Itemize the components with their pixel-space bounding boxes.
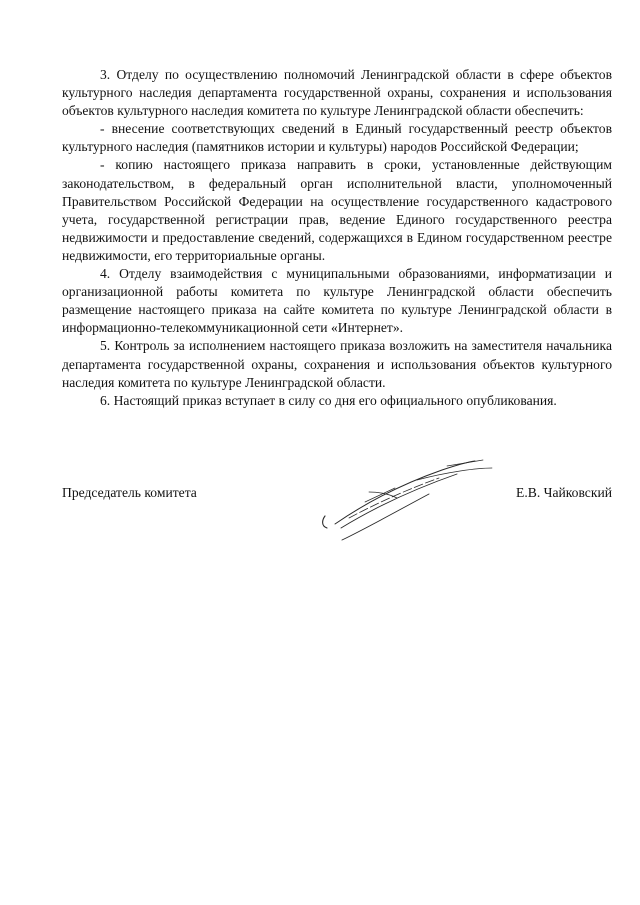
signature-block — [62, 458, 612, 558]
handwritten-signature — [307, 458, 497, 553]
signatory-name: Е.В. Чайковский — [516, 485, 612, 500]
paragraph-5: 5. Контроль за исполнением настоящего приказа возложить на заместителя начальника департамента государственной охраны, сохранения и использования объектов культурного наследия комитета по культуре Ленинградской области. — [62, 338, 612, 390]
paragraph-3: 3. Отделу по осуществлению полномочий Ленинградской области в сфере объектов культурного наследия департамента государственной охраны, сохранения и использования объектов культурного наследия комитета по культуре Ленинградской области обеспечить: — [62, 67, 612, 119]
paragraph-3-bullet-copy: - копию настоящего приказа направить в сроки, установленные действующим законодательством, в федеральный орган исполнительной власти, уполномоченный Правительством Российской Федерации на осуществление государственного кадастрового учета, государственной регистрации прав, ведение Единого государственного реестра недвижимости и предоставление сведений, содержащихся в Едином государственном реестре недвижимости, его территориальные органы. — [62, 157, 612, 263]
paragraph-4: 4. Отделу взаимодействия с муниципальными образованиями, информатизации и организационной работы комитета по культуре Ленинградской области обеспечить размещение настоящего приказа на сайте комитета по культуре Ленинградской области в информационно-телекоммуникационной сети «Интернет». — [62, 266, 612, 336]
document-body — [62, 66, 612, 410]
paragraph-6: 6. Настоящий приказ вступает в силу со дня его официального опубликования. — [100, 392, 557, 408]
paragraph-3-bullet-registry: - внесение соответствующих сведений в Единый государственный реестр объектов культурного наследия (памятников истории и культуры) народов Российской Федерации; — [62, 121, 612, 155]
signatory-position: Председатель комитета — [62, 485, 197, 500]
